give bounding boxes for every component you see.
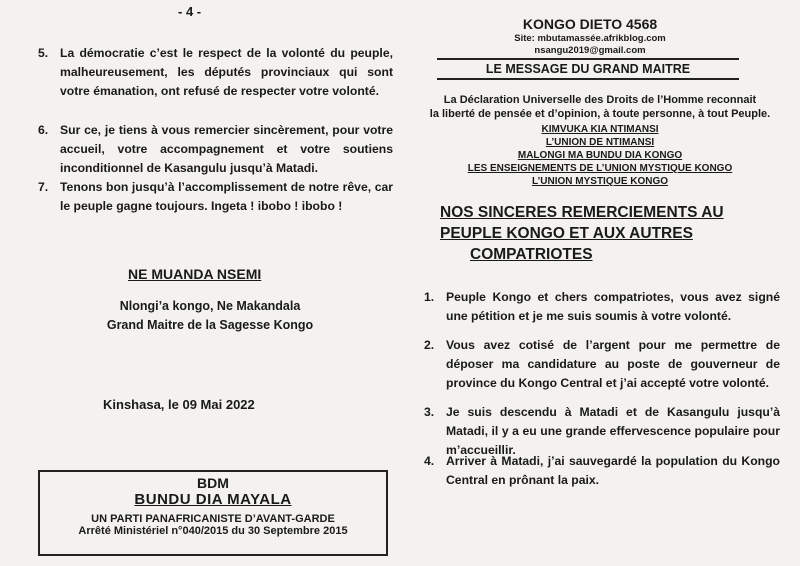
declaration-line-2: la liberté de pensée et d’opinion, à toute personne, à tout Peuple. bbox=[429, 108, 771, 120]
declaration-line-1: La Déclaration Universelle des Droits de l’Homme reconnait bbox=[443, 94, 757, 106]
item-text: Peuple Kongo et chers compatriotes, vous avez signé une pétition et je me suis soumis à votre volonté. bbox=[446, 290, 780, 323]
left-item-6 bbox=[38, 121, 393, 178]
item-text: Arriver à Matadi, j’ai sauvegardé la population du Kongo Central en prônant la paix. bbox=[446, 454, 780, 487]
item-text: Sur ce, je tiens à vous remercier sincèrement, pour votre accueil, votre accompagnement et votre soutiens inconditionnel de Kasangulu jusqu’à Matadi. bbox=[60, 123, 393, 175]
party-box bbox=[38, 470, 388, 556]
item-text: Vous avez cotisé de l’argent pour me permettre de déposer ma candidature au poste de gouverneur de province du Kongo Central et j’ai accepté votre volonté. bbox=[446, 338, 780, 390]
left-item-7 bbox=[38, 178, 393, 216]
party-acronym: BDM bbox=[197, 475, 229, 491]
party-name: BUNDU DIA MAYALA bbox=[134, 491, 292, 508]
item-number: 7. bbox=[38, 180, 49, 194]
date-line: Kinshasa, le 09 Mai 2022 bbox=[103, 397, 255, 412]
right-item-2 bbox=[424, 336, 780, 393]
link-union-mystique[interactable]: L’UNION MYSTIQUE KONGO bbox=[531, 176, 669, 187]
item-number: 1. bbox=[424, 290, 435, 304]
party-decree: Arrêté Ministériel n°040/2015 du 30 Septembre 2015 bbox=[78, 525, 348, 537]
message-title-box bbox=[437, 58, 739, 80]
header-title: KONGO DIETO 4568 bbox=[522, 16, 658, 32]
left-item-5 bbox=[38, 44, 393, 101]
email-address: nsangu2019@gmail.com bbox=[534, 45, 646, 56]
item-text: La démocratie c’est le respect de la volonté du peuple, malheureusement, les députés provinciaux qui sont votre émanation, ont refusé de respecter votre volonté. bbox=[60, 46, 393, 98]
link-kimvuka[interactable]: KIMVUKA KIA NTIMANSI bbox=[541, 124, 659, 135]
headline-line-2: PEUPLE KONGO ET AUX AUTRES bbox=[440, 225, 693, 242]
headline-line-1: NOS SINCERES REMERCIEMENTS AU bbox=[440, 204, 724, 221]
party-slogan: UN PARTI PANAFRICANISTE D’AVANT-GARDE bbox=[91, 513, 335, 525]
signature-line-1: Nlongi’a kongo, Ne Makandala bbox=[119, 299, 301, 313]
link-enseignements[interactable]: LES ENSEIGNEMENTS DE L’UNION MYSTIQUE KONGO bbox=[467, 163, 733, 174]
headline-line-3: COMPATRIOTES bbox=[470, 246, 593, 263]
signature-line-2: Grand Maitre de la Sagesse Kongo bbox=[106, 318, 314, 332]
item-number: 4. bbox=[424, 454, 435, 468]
item-text: Tenons bon jusqu’à l’accomplissement de notre rêve, car le peuple gagne toujours. Ingeta ! ibobo ! ibobo ! bbox=[60, 180, 393, 213]
item-text: Je suis descendu à Matadi et de Kasangulu jusqu’à Matadi, il y a eu une grande effervescence populaire pour m’accueillir. bbox=[446, 405, 780, 457]
right-item-1 bbox=[424, 288, 780, 326]
item-number: 5. bbox=[38, 46, 49, 60]
page-number: - 4 - bbox=[178, 4, 202, 19]
link-malongi[interactable]: MALONGI MA BUNDU DIA KONGO bbox=[517, 150, 683, 161]
site-url: Site: mbutamassée.afrikblog.com bbox=[514, 33, 666, 44]
right-item-4 bbox=[424, 452, 780, 490]
signature-name: NE MUANDA NSEMI bbox=[128, 266, 262, 282]
item-number: 2. bbox=[424, 338, 435, 352]
link-union-ntimansi[interactable]: L’UNION DE NTIMANSI bbox=[545, 137, 655, 148]
item-number: 6. bbox=[38, 123, 49, 137]
item-number: 3. bbox=[424, 405, 435, 419]
message-title: LE MESSAGE DU GRAND MAITRE bbox=[485, 62, 691, 76]
